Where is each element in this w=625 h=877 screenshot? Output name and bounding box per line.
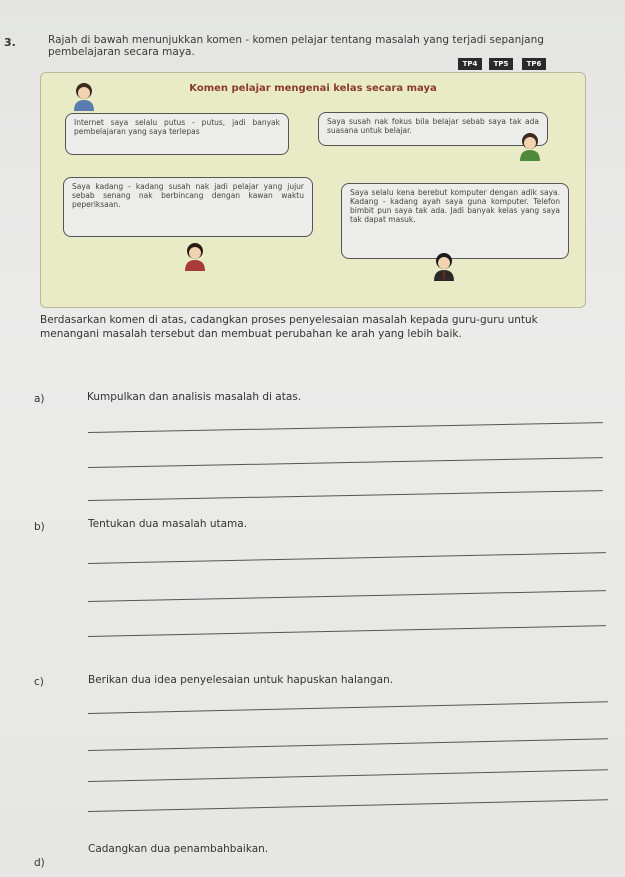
answer-line[interactable]	[88, 769, 608, 782]
question-number: 3.	[4, 36, 16, 49]
answer-line[interactable]	[88, 799, 608, 812]
part-d-label: d)	[34, 857, 45, 869]
part-d-text: Cadangkan dua penambahbaikan.	[88, 843, 269, 855]
part-b-text: Tentukan dua masalah utama.	[88, 518, 248, 530]
comment-bubble-2: Saya susah nak fokus bila belajar sebab saya tak ada suasana untuk belajar.	[318, 112, 548, 146]
answer-line[interactable]	[88, 552, 606, 564]
answer-line[interactable]	[88, 490, 603, 501]
answer-line[interactable]	[88, 457, 603, 468]
part-a-text: Kumpulkan dan analisis masalah di atas.	[87, 391, 302, 403]
student-avatar-icon	[431, 251, 457, 281]
panel-title: Komen pelajar mengenai kelas secara maya	[189, 83, 437, 94]
question-text: Rajah di bawah menunjukkan komen - komen pelajar tentang masalah yang terjadi sepanjang pembelajaran secara maya.	[48, 34, 544, 58]
answer-line[interactable]	[88, 701, 608, 714]
comment-bubble-3: Saya kadang - kadang susah nak jadi pelajar yang jujur sebab senang nak berbincang dengan kawan waktu peperiksaan.	[63, 177, 313, 237]
answer-line[interactable]	[88, 625, 606, 637]
student-avatar-icon	[71, 81, 97, 111]
student-avatar-icon	[182, 241, 208, 271]
part-a-label: a)	[34, 393, 45, 405]
instruction-text: Berdasarkan komen di atas, cadangkan proses penyelesaian masalah kepada guru-guru untuk menangani masalah tersebut dan membuat perubahan ke arah yang lebih baik.	[40, 314, 538, 340]
badge-tp5: TP5	[489, 58, 513, 70]
answer-line[interactable]	[88, 738, 608, 751]
comment-bubble-1: Internet saya selalu putus - putus, jadi banyak pembelajaran yang saya terlepas	[65, 113, 289, 155]
answer-line[interactable]	[88, 422, 603, 433]
part-c-label: c)	[34, 676, 44, 688]
badge-tp6: TP6	[522, 58, 546, 70]
comments-panel	[40, 72, 586, 308]
comment-bubble-4: Saya selalu kena berebut komputer dengan adik saya. Kadang - kadang ayah saya guna komputer. Telefon bimbit pun saya tak ada. Jadi banyak kelas yang saya tak dapat masuk.	[341, 183, 569, 259]
answer-line[interactable]	[88, 590, 606, 602]
part-b-label: b)	[34, 521, 45, 533]
part-c-text: Berikan dua idea penyelesaian untuk hapuskan halangan.	[88, 674, 394, 686]
student-avatar-icon	[517, 131, 543, 161]
badge-tp4: TP4	[458, 58, 482, 70]
